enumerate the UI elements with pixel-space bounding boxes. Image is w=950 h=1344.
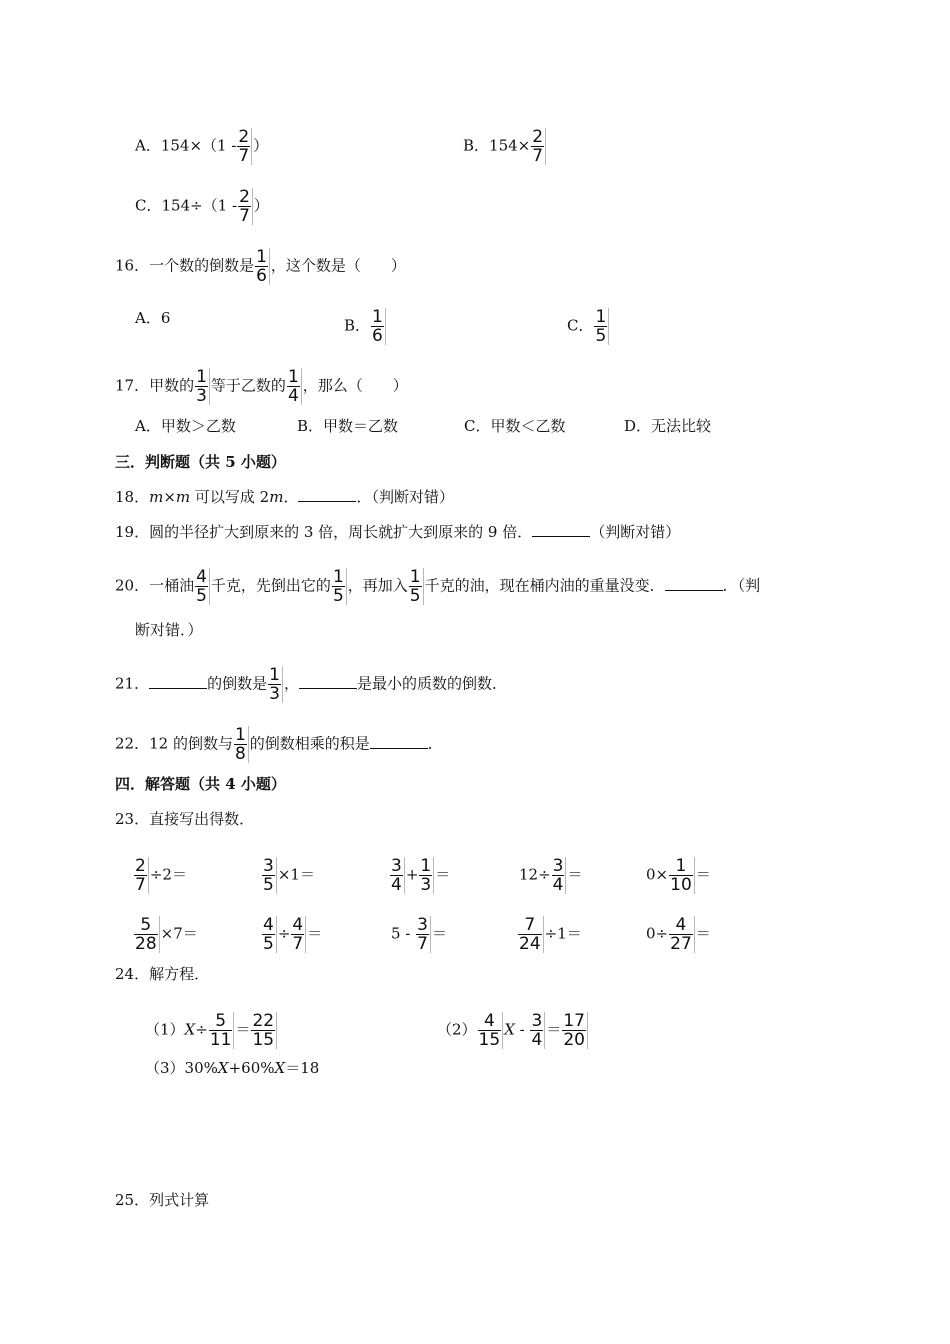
fraction-3-7: $\frac{3}{7}$ <box>416 916 431 953</box>
q17-option-b: B．甲数＝乙数 <box>297 417 399 435</box>
fraction-2-7: $\frac{2}{7}$ <box>531 128 546 165</box>
q17-option-a: A．甲数＞乙数 <box>135 417 236 435</box>
fraction-4-15: $\frac{4}{15}$ <box>478 1012 504 1049</box>
q21: 21． 的倒数是 $\frac{1}{3}$ ， 是最小的质数的倒数． <box>115 665 507 704</box>
q15-option-b: B．154× $\frac{2}{7}$ <box>463 128 547 165</box>
q16-option-b: B． $\frac{1}{6}$ <box>344 308 387 345</box>
q22: 22．12 的倒数与 $\frac{1}{8}$ 的倒数相乘的积是 ． <box>115 725 443 764</box>
q23-expr-6: $\frac{5}{28}$ ×7＝ <box>135 915 198 954</box>
q24-part-3: （3）30%X+60%X＝18 <box>145 1059 320 1077</box>
fraction-1-5: $\frac{1}{5}$ <box>332 568 347 605</box>
fraction-2-7: $\frac{2}{7}$ <box>237 128 252 165</box>
q23-expr-5: 0× $\frac{1}{10}$ ＝ <box>646 856 711 895</box>
q23-expr-7: $\frac{4}{5}$ ÷ $\frac{4}{7}$ ＝ <box>263 915 323 954</box>
q15-option-a: A．154×（1 - $\frac{2}{7}$ ） <box>135 127 269 166</box>
fraction-7-24: $\frac{7}{24}$ <box>518 916 544 953</box>
q23-expr-2: $\frac{3}{5}$ ×1＝ <box>263 856 315 895</box>
fraction-5-28: $\frac{5}{28}$ <box>134 916 160 953</box>
fraction-1-8: $\frac{1}{8}$ <box>234 726 249 763</box>
fraction-4-27: $\frac{4}{27}$ <box>669 916 695 953</box>
fraction-3-4: $\frac{3}{4}$ <box>552 857 567 894</box>
answer-blank[interactable] <box>149 674 207 689</box>
fraction-3-4: $\frac{3}{4}$ <box>530 1012 545 1049</box>
answer-blank[interactable] <box>298 487 356 502</box>
q16-option-a: A．6 <box>135 309 171 327</box>
answer-blank[interactable] <box>532 522 590 537</box>
fraction-3-5: $\frac{3}{5}$ <box>262 857 277 894</box>
fraction-2-7: $\frac{2}{7}$ <box>134 857 149 894</box>
q23-expr-10: 0÷ $\frac{4}{27}$ ＝ <box>646 915 711 954</box>
fraction-1-6: $\frac{1}{6}$ <box>255 248 270 285</box>
fraction-22-15: $\frac{22}{15}$ <box>251 1012 277 1049</box>
fraction-5-11: $\frac{5}{11}$ <box>209 1012 235 1049</box>
q23-expr-4: 12÷ $\frac{3}{4}$ ＝ <box>519 856 583 895</box>
fraction-3-4: $\frac{3}{4}$ <box>390 857 405 894</box>
q17-option-d: D．无法比较 <box>624 417 712 435</box>
fraction-1-4: $\frac{1}{4}$ <box>287 368 302 405</box>
fraction-1-6: $\frac{1}{6}$ <box>371 308 386 345</box>
answer-blank[interactable] <box>299 674 357 689</box>
q17-option-c: C．甲数＜乙数 <box>464 417 566 435</box>
q23-stem: 23．直接写出得数． <box>115 810 255 828</box>
q20: 20．一桶油 $\frac{4}{5}$ 千克，先倒出它的 $\frac{1}{5}$ ，再加入 $\frac{1}{5}$ 千克的油，现在桶内油的重量没变． ．（判 <box>115 567 761 606</box>
fraction-1-10: $\frac{1}{10}$ <box>669 857 695 894</box>
q23-expr-9: $\frac{7}{24}$ ÷1＝ <box>519 915 582 954</box>
q16-stem: 16．一个数的倒数是 $\frac{1}{6}$ ，这个数是（ ） <box>115 247 406 286</box>
q15-option-c: C．154÷（1 - $\frac{2}{7}$ ） <box>135 187 269 226</box>
fraction-1-5: $\frac{1}{5}$ <box>409 568 424 605</box>
q18: 18．m×m 可以写成 2m． ．（判断对错） <box>115 488 454 506</box>
fraction-1-5: $\frac{1}{5}$ <box>594 308 609 345</box>
q19: 19．圆的半径扩大到原来的 3 倍，周长就扩大到原来的 9 倍． （判断对错） <box>115 523 681 541</box>
q16-option-c: C． $\frac{1}{5}$ <box>567 308 610 345</box>
section-4-title: 四．解答题（共 4 小题） <box>115 775 286 793</box>
fraction-4-5: $\frac{4}{5}$ <box>262 916 277 953</box>
fraction-4-5: $\frac{4}{5}$ <box>195 568 210 605</box>
q24-stem: 24．解方程． <box>115 965 210 983</box>
q24-part-2: （2） $\frac{4}{15}$ X - $\frac{3}{4}$ ＝ $\frac{17}{20}$ <box>437 1012 589 1049</box>
q25-stem: 25．列式计算 <box>115 1191 210 1209</box>
q23-expr-3: $\frac{3}{4}$ + $\frac{1}{3}$ ＝ <box>391 856 451 895</box>
fraction-1-3: $\frac{1}{3}$ <box>419 857 434 894</box>
fraction-17-20: $\frac{17}{20}$ <box>562 1012 588 1049</box>
q24-part-1: （1）X÷ $\frac{5}{11}$ ＝ $\frac{22}{15}$ <box>145 1012 278 1049</box>
fraction-1-3: $\frac{1}{3}$ <box>195 368 210 405</box>
answer-blank[interactable] <box>665 576 723 591</box>
q20-line2: 断对错．） <box>135 621 203 639</box>
fraction-2-7: $\frac{2}{7}$ <box>238 188 253 225</box>
q23-expr-1: $\frac{2}{7}$ ÷2＝ <box>135 856 187 895</box>
fraction-4-7: $\frac{4}{7}$ <box>291 916 306 953</box>
answer-blank[interactable] <box>370 734 428 749</box>
fraction-1-3: $\frac{1}{3}$ <box>268 666 283 703</box>
section-3-title: 三．判断题（共 5 小题） <box>115 453 286 471</box>
q23-expr-8: 5 - $\frac{3}{7}$ ＝ <box>391 915 448 954</box>
q17-stem: 17．甲数的 $\frac{1}{3}$ 等于乙数的 $\frac{1}{4}$ ，那么（ ） <box>115 367 408 406</box>
